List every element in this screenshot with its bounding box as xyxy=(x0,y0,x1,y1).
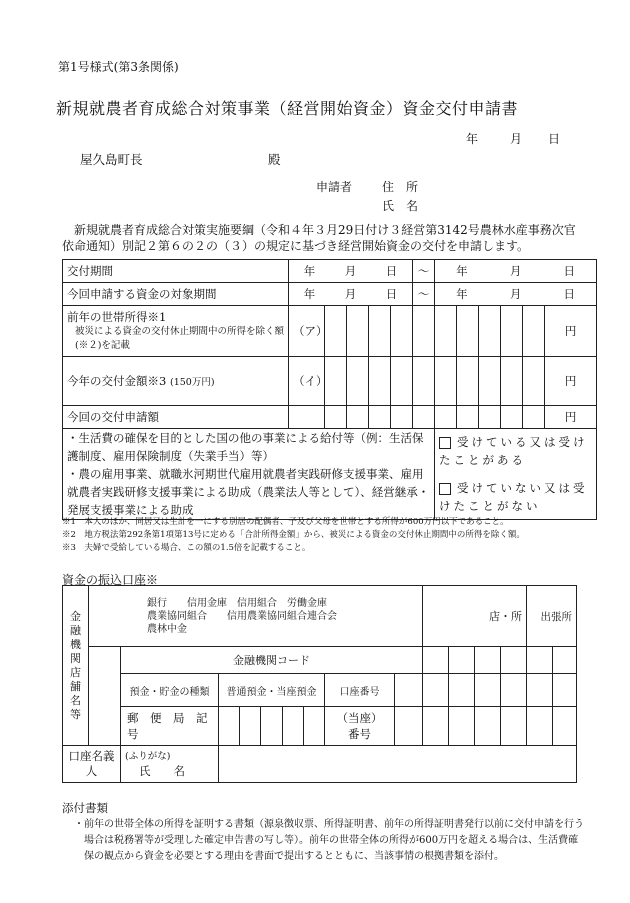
attachments-body: ・前年の世帯全体の所得を証明する書類（源泉徴収票、所得証明書、前年の所得証明書発行以前に交付申請を行う場合は税務署等が受理した確定申告書の写し等）。前年の世帯全体の所得が600万円を超える場合は、生活費確保の観点から資金を必要とする理由を書面で提出するとともに、当該事情の根拠書類を添付。 xyxy=(74,819,584,862)
postal-digit[interactable] xyxy=(501,707,527,746)
postal-digit[interactable] xyxy=(395,707,423,746)
account-digit[interactable] xyxy=(527,674,553,707)
bank-code-label: 金融機関コード xyxy=(121,647,423,674)
digit-cell[interactable] xyxy=(325,306,347,357)
digit-cell[interactable] xyxy=(347,306,369,357)
digit-cell[interactable] xyxy=(479,357,501,406)
date-day: 日 xyxy=(548,132,561,146)
prev-income-label: 前年の世帯所得※1 xyxy=(67,310,167,324)
period-tilde: ～ xyxy=(413,260,435,283)
account-digit[interactable] xyxy=(395,674,423,707)
addressee: 屋久島町長 xyxy=(80,152,143,167)
postal-symbol-cells[interactable] xyxy=(219,707,325,746)
applicant-label: 申請者 xyxy=(316,180,353,194)
bank-section-title: 資金の振込口座※ xyxy=(62,573,159,587)
prev-income-row xyxy=(63,306,597,357)
digit-cell[interactable] xyxy=(347,406,369,429)
sub-branch-cell[interactable]: 出張所 xyxy=(527,586,577,647)
postal-digit[interactable] xyxy=(475,707,501,746)
target-period-label: 今回申請する資金の対象期間 xyxy=(63,283,289,306)
digit-cell[interactable] xyxy=(325,406,347,429)
digit-cell[interactable] xyxy=(479,406,501,429)
blank-cell xyxy=(289,406,325,429)
digit-cell[interactable] xyxy=(325,357,347,406)
current-amount-row xyxy=(63,357,597,406)
period-row xyxy=(63,260,597,283)
digit-cell[interactable] xyxy=(457,306,479,357)
current-amount-label: 今年の交付金額※3 xyxy=(67,373,167,388)
holder-name-label: 氏 名 xyxy=(139,764,185,778)
digit-cell[interactable] xyxy=(413,406,435,429)
code-digit[interactable] xyxy=(553,647,577,674)
institution-label: 金融機関店舗名等 xyxy=(63,586,89,746)
target-period-end[interactable]: 年 月 日 xyxy=(435,283,597,306)
support-item-1: ・生活費の確保を目的とした国の他の事業による給付等（例：生活保護制度、雇用保険制度（失業手当）等） xyxy=(67,431,424,463)
yen-unit: 円 xyxy=(545,357,597,406)
period-start[interactable]: 年 月 日 xyxy=(289,260,413,283)
digit-cell[interactable] xyxy=(347,357,369,406)
receiving-option[interactable] xyxy=(439,433,592,469)
applicant-address-label: 住 所 xyxy=(382,180,419,194)
digit-cell[interactable] xyxy=(435,357,457,406)
attachments-title: 添付書類 xyxy=(62,801,108,815)
postal-digit[interactable] xyxy=(527,707,553,746)
branch-cell[interactable]: 店・所 xyxy=(423,586,527,647)
digit-cell[interactable] xyxy=(523,357,545,406)
mark-i: （イ） xyxy=(289,357,325,406)
institution-types[interactable]: 銀行 信用金庫 信用組合 労働金庫 農業協同組合 信用農業協同組合連合会 農林中金 xyxy=(89,586,423,647)
digit-cell[interactable] xyxy=(457,406,479,429)
period-label: 交付期間 xyxy=(63,260,289,283)
prev-income-note: 被災による資金の交付休止期間中の所得を除く額(※２)を記載 xyxy=(75,326,285,351)
postal-label: 郵 便 局 記号 xyxy=(121,707,219,746)
deposit-type-value[interactable]: 普通預金・当座預金 xyxy=(219,674,325,707)
footnotes xyxy=(62,516,525,555)
target-period-row xyxy=(63,283,597,306)
code-digit[interactable] xyxy=(449,647,475,674)
support-item-2: ・農の雇用事業、就職氷河期世代雇用就農者実践研修支援事業、雇用就農者実践研修支援事業による助成（農業法人等として）、経営継承・発展支援事業による助成 xyxy=(67,467,430,517)
honorific: 殿 xyxy=(268,152,281,167)
deposit-type-label: 預金・貯金の種類 xyxy=(121,674,219,707)
account-digit[interactable] xyxy=(553,674,577,707)
not-receiving-option[interactable] xyxy=(439,479,592,515)
furigana-label: (ふりがな) xyxy=(125,751,171,762)
target-period-start[interactable]: 年 月 日 xyxy=(289,283,413,306)
digit-cell[interactable] xyxy=(391,406,413,429)
current-label: （当座） xyxy=(336,711,383,725)
yen-unit: 円 xyxy=(545,306,597,357)
code-digit[interactable] xyxy=(501,647,527,674)
not-receiving-label: 受けていない又は受けたことがない xyxy=(439,481,588,513)
date-month: 月 xyxy=(510,132,523,146)
application-table xyxy=(62,259,597,520)
holder-label: 口座名義人 xyxy=(63,746,121,783)
date-year: 年 xyxy=(466,132,479,146)
digit-cell[interactable] xyxy=(369,306,391,357)
number-label: 番号 xyxy=(348,727,371,741)
receiving-checkbox[interactable] xyxy=(439,437,451,449)
code-digit[interactable] xyxy=(527,647,553,674)
account-digit[interactable] xyxy=(423,674,449,707)
digit-cell[interactable] xyxy=(523,406,545,429)
footnote-2: ※2 地方税法第292条第1項第13号に定める「合計所得金額」から、被災による資金の交付休止期間中の所得を除く額。 xyxy=(62,530,525,540)
application-statement: 新規就農者育成総合対策実施要綱（令和４年３月29日付け３経営第3142号農林水産事務次官依命通知）別記２第６の２の（３）の規定に基づき経営開始資金の交付を申請します。 xyxy=(62,223,576,253)
digit-cell[interactable] xyxy=(369,406,391,429)
current-request-row xyxy=(63,406,597,429)
digit-cell[interactable] xyxy=(391,357,413,406)
holder-name-field[interactable] xyxy=(219,746,577,783)
digit-cell[interactable] xyxy=(413,357,435,406)
bank-table xyxy=(62,585,577,783)
target-period-tilde: ～ xyxy=(413,283,435,306)
not-receiving-checkbox[interactable] xyxy=(439,483,451,495)
digit-cell[interactable] xyxy=(501,357,523,406)
postal-digit[interactable] xyxy=(553,707,577,746)
form-id: 第1号様式(第3条関係) xyxy=(58,60,179,74)
applicant-name-label: 氏 名 xyxy=(382,199,419,213)
period-end[interactable]: 年 月 日 xyxy=(435,260,597,283)
footnote-3: ※3 夫婦で受給している場合、この額の1.5倍を記載すること。 xyxy=(62,543,311,553)
account-digit[interactable] xyxy=(449,674,475,707)
digit-cell[interactable] xyxy=(479,306,501,357)
digit-cell[interactable] xyxy=(435,406,457,429)
mark-a: （ア） xyxy=(289,306,325,357)
current-amount-note: (150万円) xyxy=(169,376,215,388)
account-no-label: 口座番号 xyxy=(325,674,395,707)
code-digit[interactable] xyxy=(475,647,501,674)
yen-unit: 円 xyxy=(545,406,597,429)
account-digit[interactable] xyxy=(501,674,527,707)
account-digit[interactable] xyxy=(475,674,501,707)
support-row xyxy=(63,429,597,520)
receiving-label: 受けている又は受けたことがある xyxy=(439,435,588,467)
postal-digit[interactable] xyxy=(423,707,449,746)
digit-cell[interactable] xyxy=(369,357,391,406)
digit-cell[interactable] xyxy=(391,306,413,357)
digit-cell[interactable] xyxy=(435,306,457,357)
code-digit[interactable] xyxy=(423,647,449,674)
postal-digit[interactable] xyxy=(449,707,475,746)
digit-cell[interactable] xyxy=(523,306,545,357)
footnote-1: ※1 本人のほか、同居又は生計を一にする別居の配偶者、子及び父母を世帯とする所得が600万円以下であること。 xyxy=(62,517,509,527)
digit-cell[interactable] xyxy=(457,357,479,406)
digit-cell[interactable] xyxy=(501,406,523,429)
page-title: 新規就農者育成総合対策事業（経営開始資金）資金交付申請書 xyxy=(56,99,519,118)
digit-cell[interactable] xyxy=(413,306,435,357)
digit-cell[interactable] xyxy=(501,306,523,357)
current-request-label: 今回の交付申請額 xyxy=(63,406,289,429)
